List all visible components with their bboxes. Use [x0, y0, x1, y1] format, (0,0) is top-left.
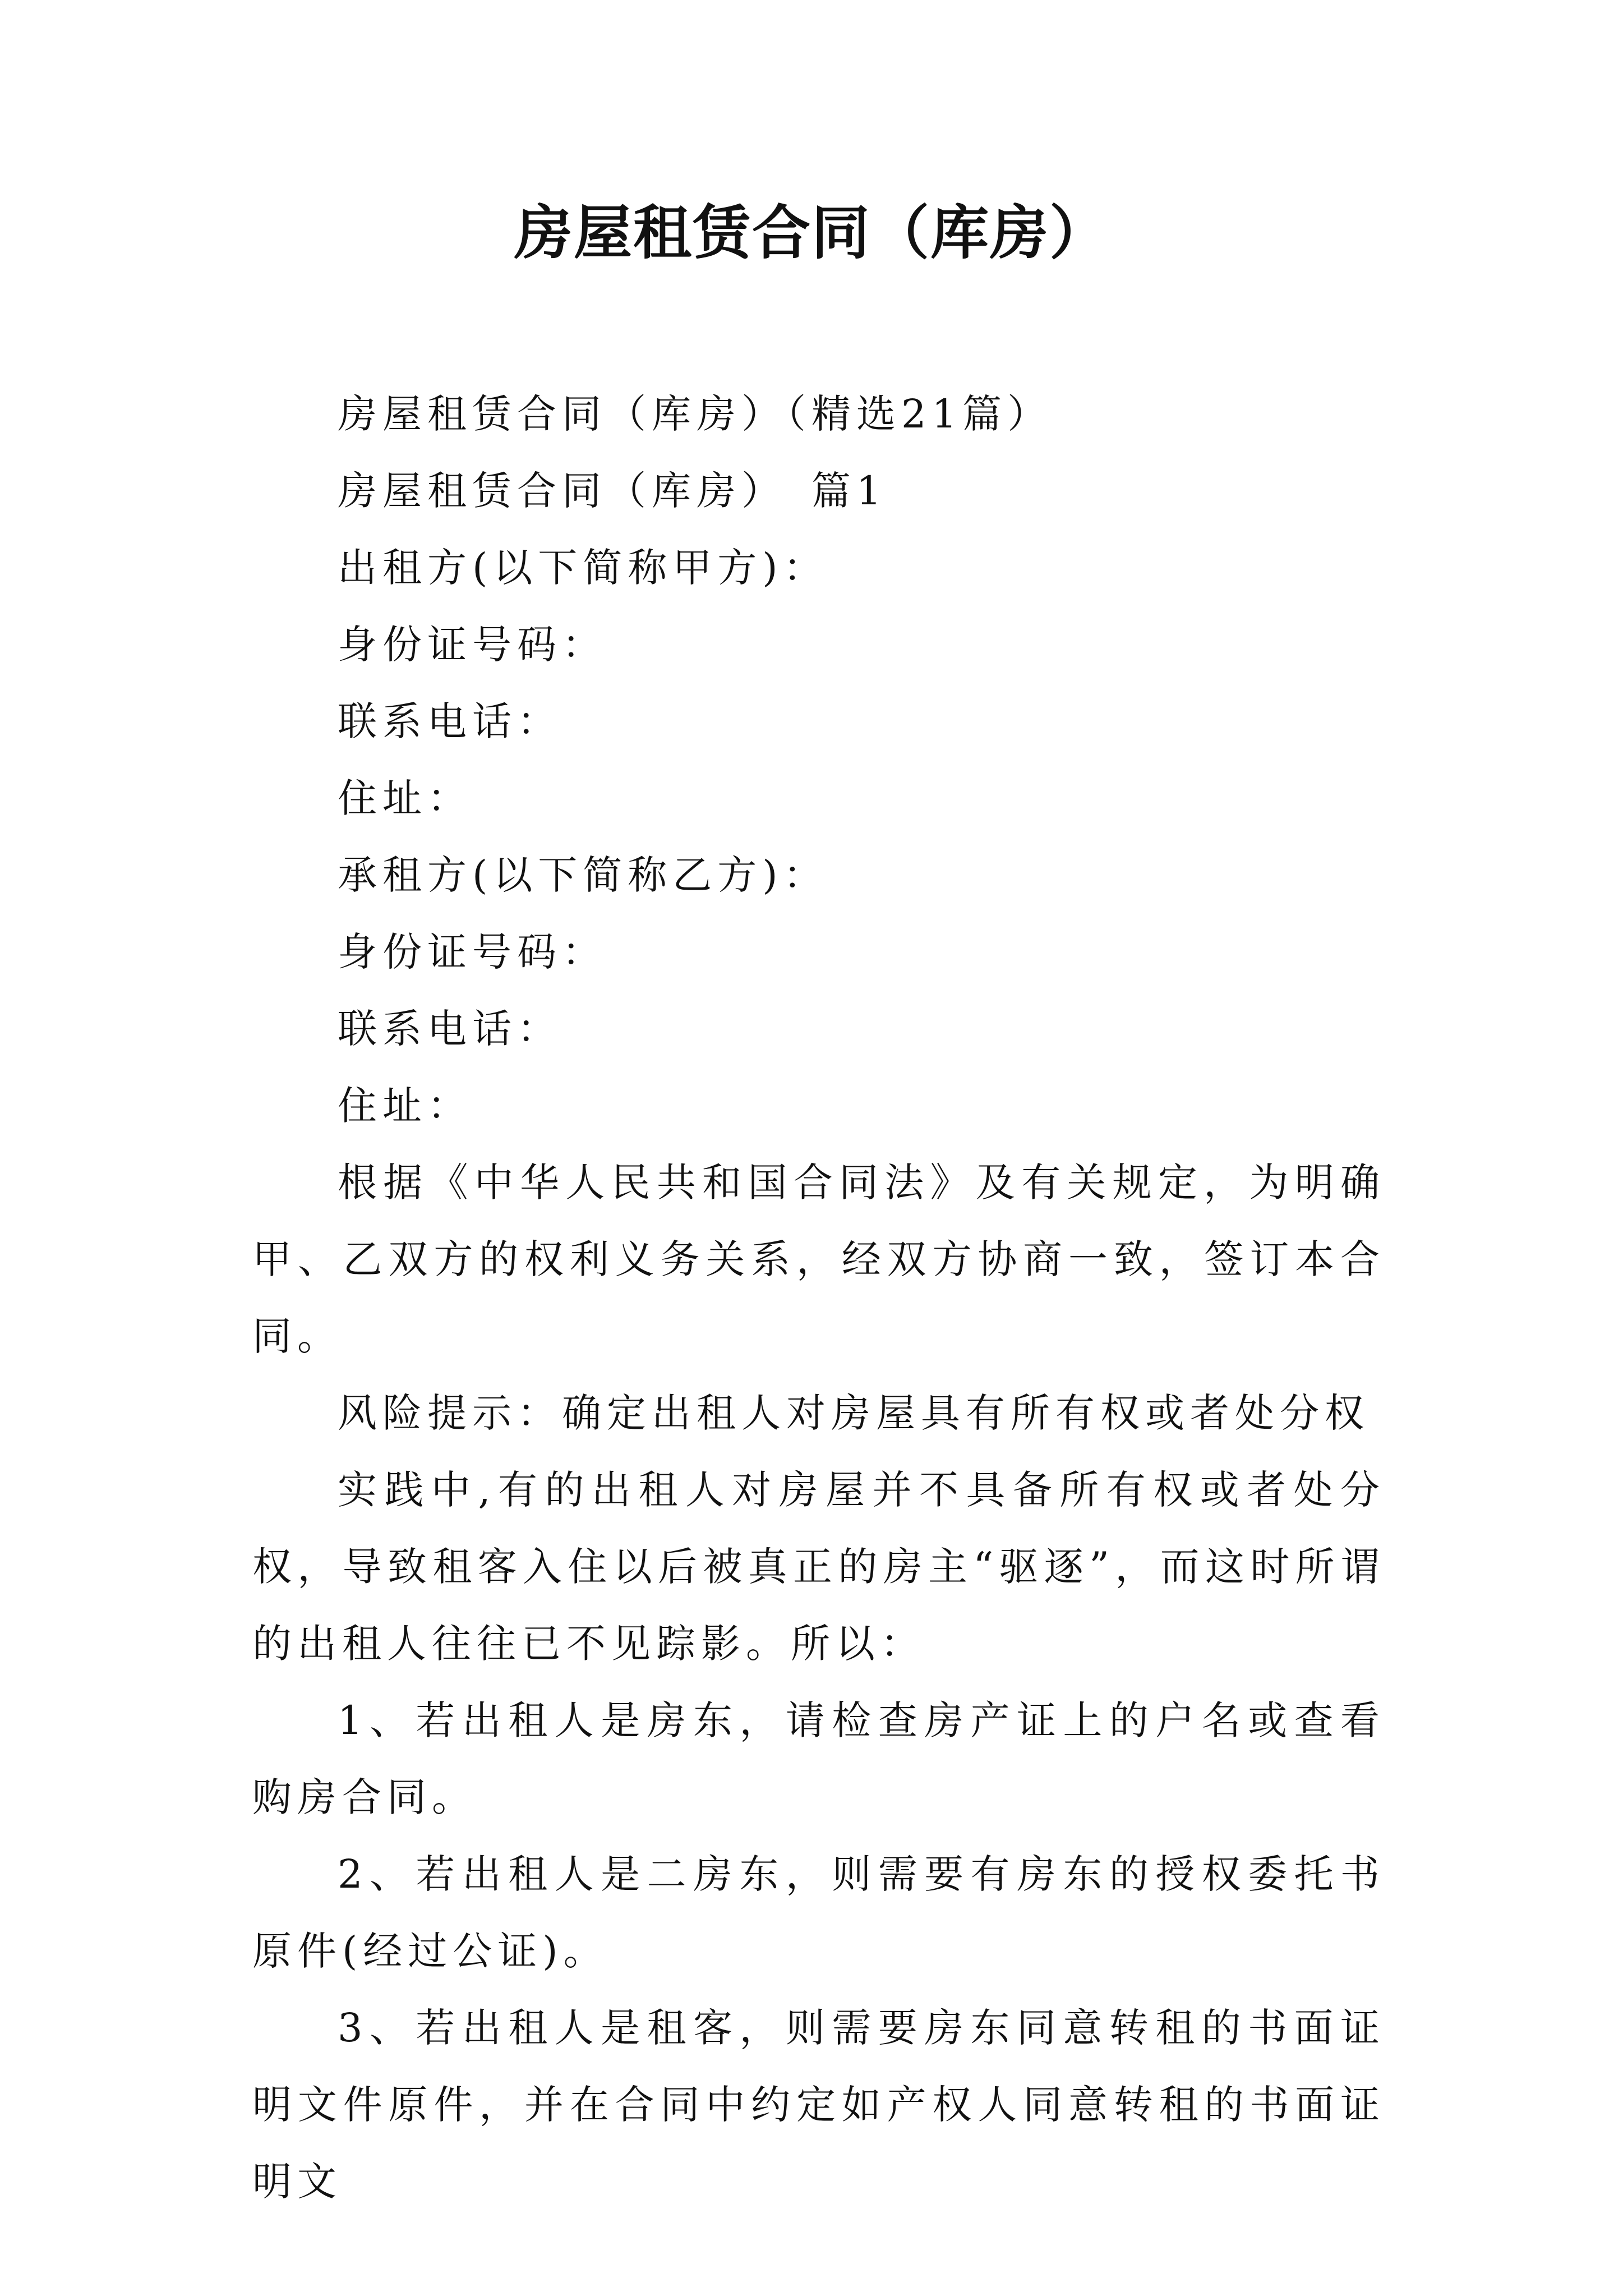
paragraph-lessee-address: 住址： [338, 1083, 472, 1129]
paragraph-legal-basis: 根据《中华人民共和国合同法》及有关规定，为明确甲、乙双方的权利义务关系，经双方协商一致，签订本合同。 [252, 1159, 1385, 1359]
paragraph-item-3: 3、若出租人是租客，则需要房东同意转租的书面证明文件原件，并在合同中约定如产权人同意转租的书面证明文 [252, 2005, 1385, 2205]
paragraph-risk-tip: 风险提示：确定出租人对房屋具有所有权或者处分权 [338, 1390, 1370, 1436]
paragraph-lessee-phone: 联系电话： [338, 1006, 562, 1052]
paragraph-lessee: 承租方(以下简称乙方)： [338, 852, 828, 898]
document-title: 房屋租赁合同（库房） [514, 198, 1109, 267]
paragraph-lessor: 出租方(以下简称甲方)： [338, 545, 828, 591]
paragraph-collection-title: 房屋租赁合同（库房）（精选21篇） [338, 391, 1053, 437]
paragraph-item-2: 2、若出租人是二房东，则需要有房东的授权委托书原件(经过公证)。 [252, 1851, 1385, 1974]
document-body [252, 376, 1385, 2220]
paragraph-lessor-id: 身份证号码： [338, 622, 607, 668]
paragraph-item-1: 1、若出租人是房东，请检查房产证上的户名或查看购房合同。 [252, 1697, 1385, 1820]
paragraph-section-heading: 房屋租赁合同（库房） 篇1 [338, 468, 887, 514]
paragraph-practice-note: 实践中,有的出租人对房屋并不具备所有权或者处分权，导致租客入住以后被真正的房主“驱逐”，而这时所谓的出租人往往已不见踪影。所以： [252, 1467, 1385, 1667]
paragraph-lessor-phone: 联系电话： [338, 698, 562, 744]
paragraph-lessee-id: 身份证号码： [338, 929, 607, 975]
paragraph-lessor-address: 住址： [338, 775, 472, 821]
